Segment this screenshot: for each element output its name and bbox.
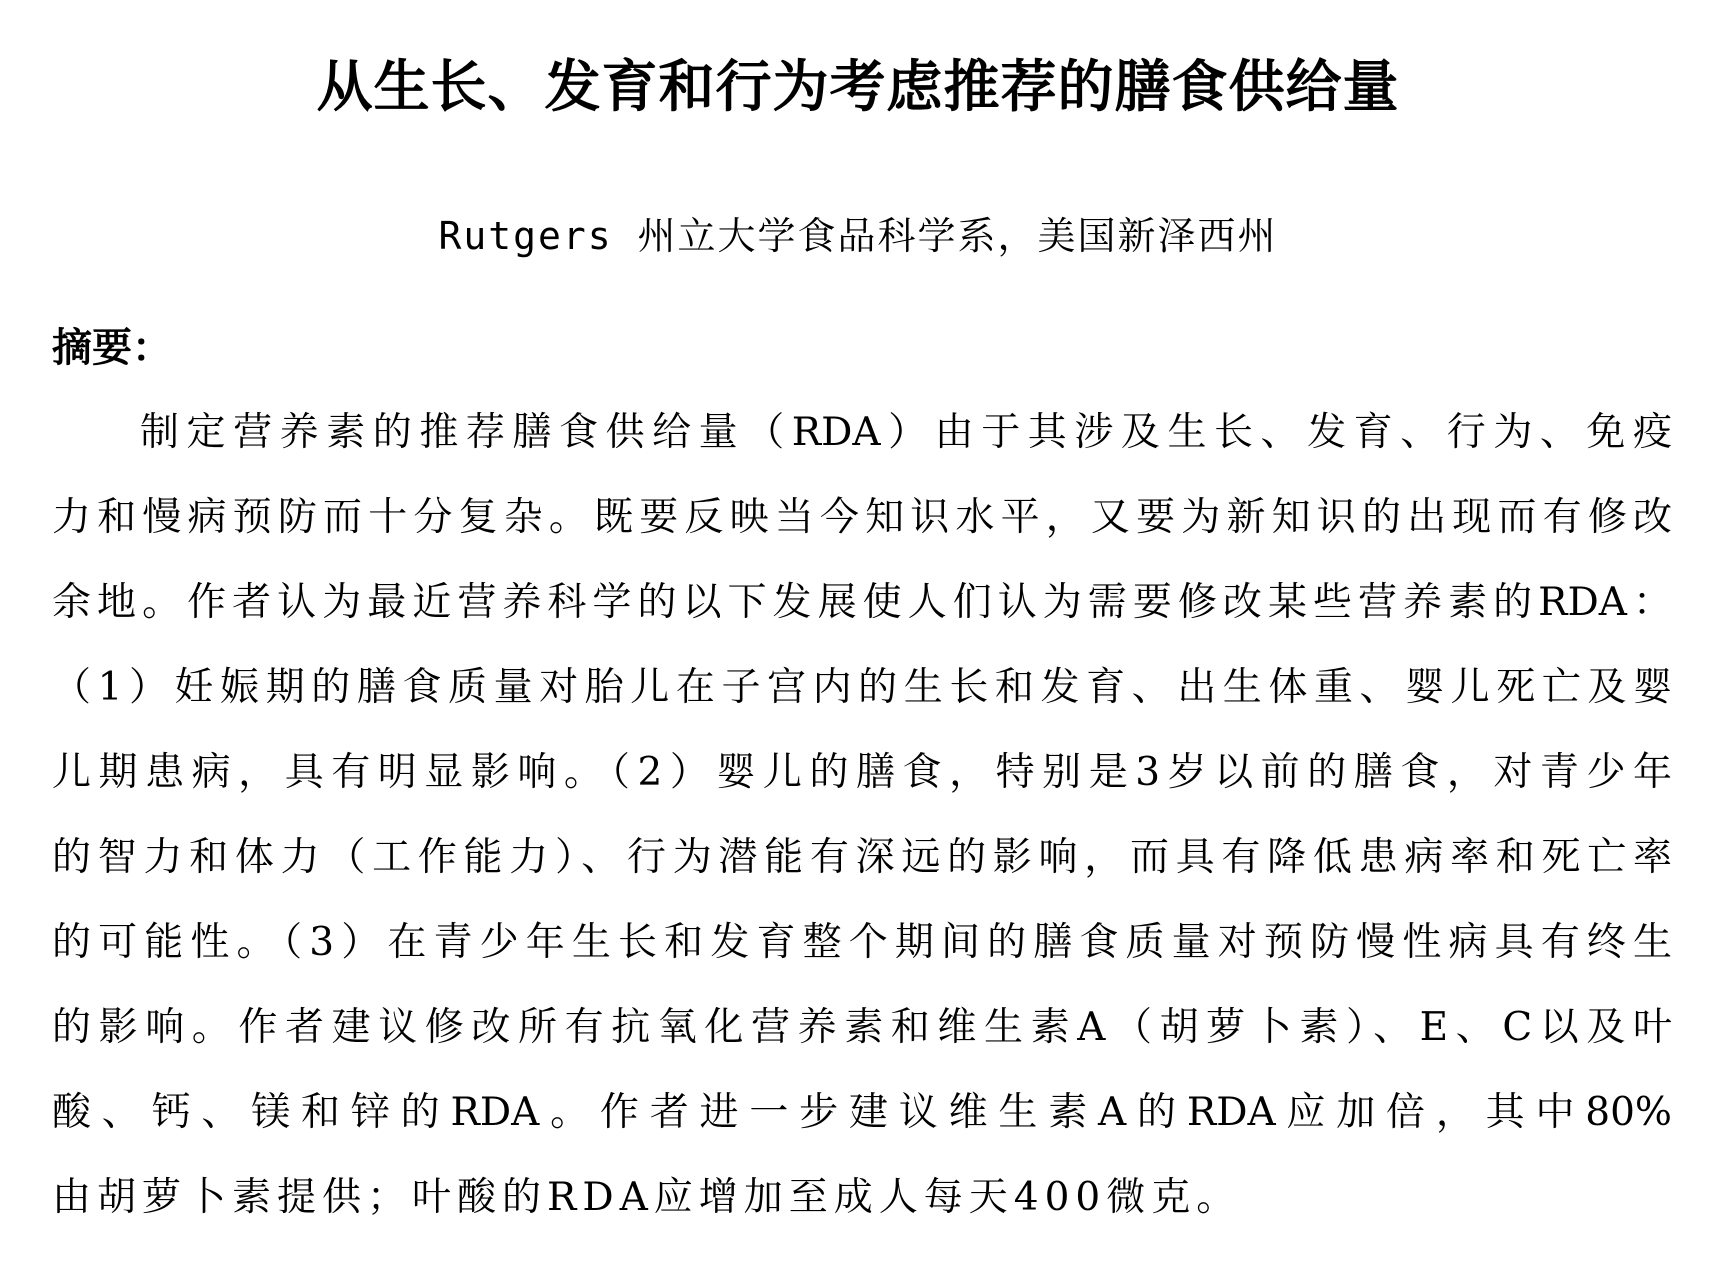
- abstract-line: 的可能性。（3）在青少年生长和发育整个期间的膳食质量对预防慢性病具有终生: [52, 920, 1672, 965]
- abstract-line: 由胡萝卜素提供；叶酸的RDA应增加至成人每天400微克。: [52, 1175, 1242, 1220]
- abstract-heading: 摘要：: [52, 325, 172, 371]
- author-affiliation: Rutgers 州立大学食品科学系，美国新泽西州: [438, 214, 1278, 258]
- abstract-line: （1）妊娠期的膳食质量对胎儿在子宫内的生长和发育、出生体重、婴儿死亡及婴: [52, 665, 1672, 710]
- abstract-line: 的智力和体力（工作能力）、行为潜能有深远的影响，而具有降低患病率和死亡率: [52, 835, 1672, 880]
- abstract-body: [52, 405, 1672, 1255]
- document-title: 从生长、发育和行为考虑推荐的膳食供给量: [316, 55, 1400, 120]
- abstract-line: 余地。作者认为最近营养科学的以下发展使人们认为需要修改某些营养素的RDA：: [52, 580, 1672, 625]
- abstract-line: 儿期患病，具有明显影响。（2）婴儿的膳食，特别是3岁以前的膳食，对青少年: [52, 750, 1672, 795]
- abstract-line: 酸、钙、镁和锌的RDA。作者进一步建议维生素A的RDA应加倍，其中80%: [52, 1090, 1672, 1135]
- abstract-line: 力和慢病预防而十分复杂。既要反映当今知识水平，又要为新知识的出现而有修改: [52, 495, 1672, 540]
- abstract-line: 制定营养素的推荐膳食供给量（RDA）由于其涉及生长、发育、行为、免疫: [140, 410, 1672, 455]
- abstract-line: 的影响。作者建议修改所有抗氧化营养素和维生素A（胡萝卜素）、E、C以及叶: [52, 1005, 1672, 1050]
